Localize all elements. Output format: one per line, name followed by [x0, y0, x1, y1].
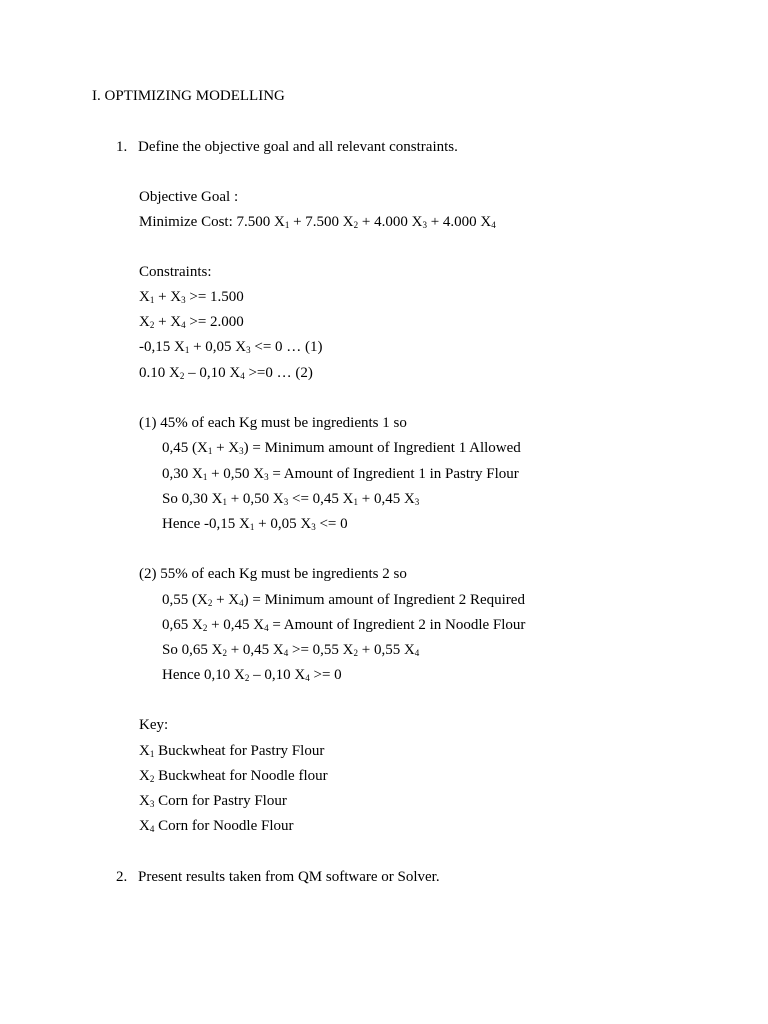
derivation-2-line: 0,65 $X_2 + 0,45$ $X_4$ = Amount of Ingredient 2 in Noodle Flour [162, 617, 526, 633]
derivation-2-title: (2) 55% of each Kg must be ingredients 2 so [139, 566, 407, 582]
constraint-line: -0,15 $X_1 + 0,05$ $X_3 <= 0$ … (1) [139, 339, 323, 355]
constraint-line: $X_2 + X_4 >= 2.000$ [139, 314, 244, 330]
key-line: $X_4$ Corn for Noodle Flour [139, 818, 294, 834]
key-label: Key: [139, 717, 169, 733]
derivation-2-line: 0,55 $(X_2 + X_4)$ = Minimum amount of Ingredient 2 Required [162, 592, 525, 608]
derivation-1-line: So 0,30 $X_1 + 0,50$ $X_3 <= 0,45$ $X_1 + 0,45$ $X_3$ [162, 491, 420, 507]
derivation-1-line: Hence -0,15 $X_1 + 0,05$ $X_3 <= 0$ [162, 516, 348, 532]
item-1-text: Define the objective goal and all relevant constraints. [138, 139, 458, 155]
objective-label: Objective Goal : [139, 189, 239, 205]
derivation-1-line: 0,30 $X_1 + 0,50$ $X_3$ = Amount of Ingredient 1 in Pastry Flour [162, 466, 519, 482]
derivation-2-line: So 0,65 $X_2 + 0,45$ $X_4 >= 0,55$ $X_2 + 0,55$ $X_4$ [162, 642, 420, 658]
constraints-label: Constraints: [139, 264, 212, 280]
key-line: $X_2$ Buckwheat for Noodle flour [139, 768, 328, 784]
derivation-1-line: 0,45 $(X_1 + X_3)$ = Minimum amount of Ingredient 1 Allowed [162, 440, 521, 456]
item-2-text: Present results taken from QM software or Solver. [138, 869, 440, 885]
objective-formula: Minimize Cost: 7.500 $X_1 + 7.500$ $X_2 + 4.000$ $X_3 + 4.000$ $X_4$ [139, 214, 496, 230]
derivation-1-title: (1) 45% of each Kg must be ingredients 1 so [139, 415, 407, 431]
key-line: $X_3$ Corn for Pastry Flour [139, 793, 287, 809]
item-1 [116, 138, 458, 156]
item-2-number: 2. [116, 869, 128, 885]
item-2 [116, 868, 440, 886]
constraint-line: $X_1 + X_3 >= 1.500$ [139, 289, 244, 305]
page-heading: I. OPTIMIZING MODELLING [92, 88, 285, 104]
key-line: $X_1$ Buckwheat for Pastry Flour [139, 743, 325, 759]
item-1-number: 1. [116, 139, 128, 155]
derivation-2-line: Hence 0,10 $X_2 - 0,10$ $X_4 >= 0$ [162, 667, 342, 683]
constraint-line: 0.10 $X_2 - 0,10$ $X_4 >=0$ … (2) [139, 365, 313, 381]
